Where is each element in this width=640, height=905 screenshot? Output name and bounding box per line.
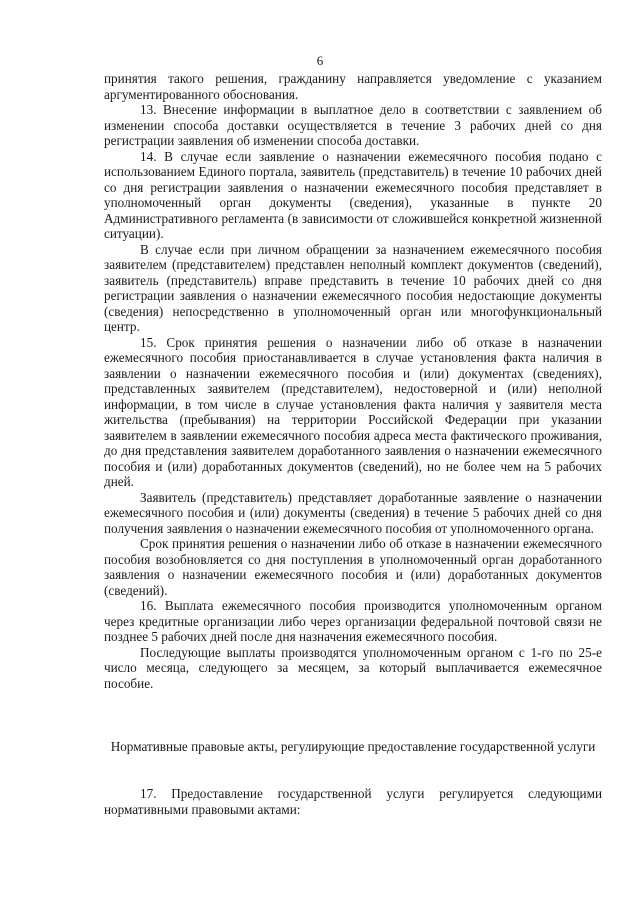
document-body	[104, 71, 602, 691]
page-number: 6	[316, 53, 324, 68]
paragraph-item-15-resume: Срок принятия решения о назначении либо об отказе в назначении ежемесячного пособия возобновляется со дня поступления в уполномоченный орган доработанного заявления о назначении ежемесячного пособия и (или) доработанных документов (сведений).	[104, 536, 602, 598]
paragraph-item-13: 13. Внесение информации в выплатное дело в соответствии с заявлением об изменении способа доставки осуществляется в течение 3 рабочих дней со дня регистрации заявления об изменении способа доставки.	[104, 102, 602, 148]
paragraph-item-15-applicant: Заявитель (представитель) представляет доработанные заявление о назначении ежемесячного пособия и (или) документы (сведения) в течение 5 рабочих дней со дня получения заявления о назначении ежемесячного пособия от уполномоченного органа.	[104, 489, 602, 536]
paragraph-item-15: 15. Срок принятия решения о назначении либо об отказе в назначении ежемесячного пособия приостанавливается в случае установления факта наличия в заявлении о назначении ежемесячного пособия и (или) документах (сведениях), представленных заявителем (представителем), недостоверной и (или) неполной информации, в том числе в случае установления факта наличия у заявителя места жительства (пребывания) на территории Российской Федерации при указании заявителем в заявлении ежемесячного пособия адреса места фактического проживания, до дня представления заявителем доработанного заявления о назначении ежемесячного пособия и (или) доработанных документов (сведений), но не более чем на 5 рабочих дней.	[104, 334, 602, 489]
paragraph-item-14: 14. В случае если заявление о назначении ежемесячного пособия подано с использованием Единого портала, заявитель (представитель) в течение 10 рабочих дней со дня регистрации заявления о назначении ежемесячного пособия представляет в уполномоченный орган документы (сведения), указанные в пункте 20 Административного регламента (в зависимости от сложившейся конкретной жизненной ситуации).	[104, 148, 602, 241]
paragraph-item-17: 17. Предоставление государственной услуги регулируется следующими нормативными правовыми актами:	[104, 786, 602, 817]
document-body-after-heading	[104, 786, 602, 817]
section-heading: Нормативные правовые акты, регулирующие предоставление государственной услуги	[110, 739, 596, 754]
paragraph-continuation: принятия такого решения, гражданину направляется уведомление с указанием аргументированного обоснования.	[104, 71, 602, 102]
paragraph-item-16-subsequent: Последующие выплаты производятся уполномоченным органом с 1-го по 25-е число месяца, следующего за месяцем, за который выплачивается ежемесячное пособие.	[104, 644, 602, 691]
paragraph-item-14-personal: В случае если при личном обращении за назначением ежемесячного пособия заявителем (представителем) представлен неполный комплект документов (сведений), заявитель (представитель) вправе представить в течение 10 рабочих дней со дня регистрации заявления о назначении ежемесячного пособия недостающие документы (сведения) непосредственно в уполномоченный орган или многофункциональный центр.	[104, 241, 602, 334]
paragraph-item-16: 16. Выплата ежемесячного пособия производится уполномоченным органом через кредитные организации либо через организации федеральной почтовой связи не позднее 5 рабочих дней после дня назначения ежемесячного пособия.	[104, 598, 602, 644]
